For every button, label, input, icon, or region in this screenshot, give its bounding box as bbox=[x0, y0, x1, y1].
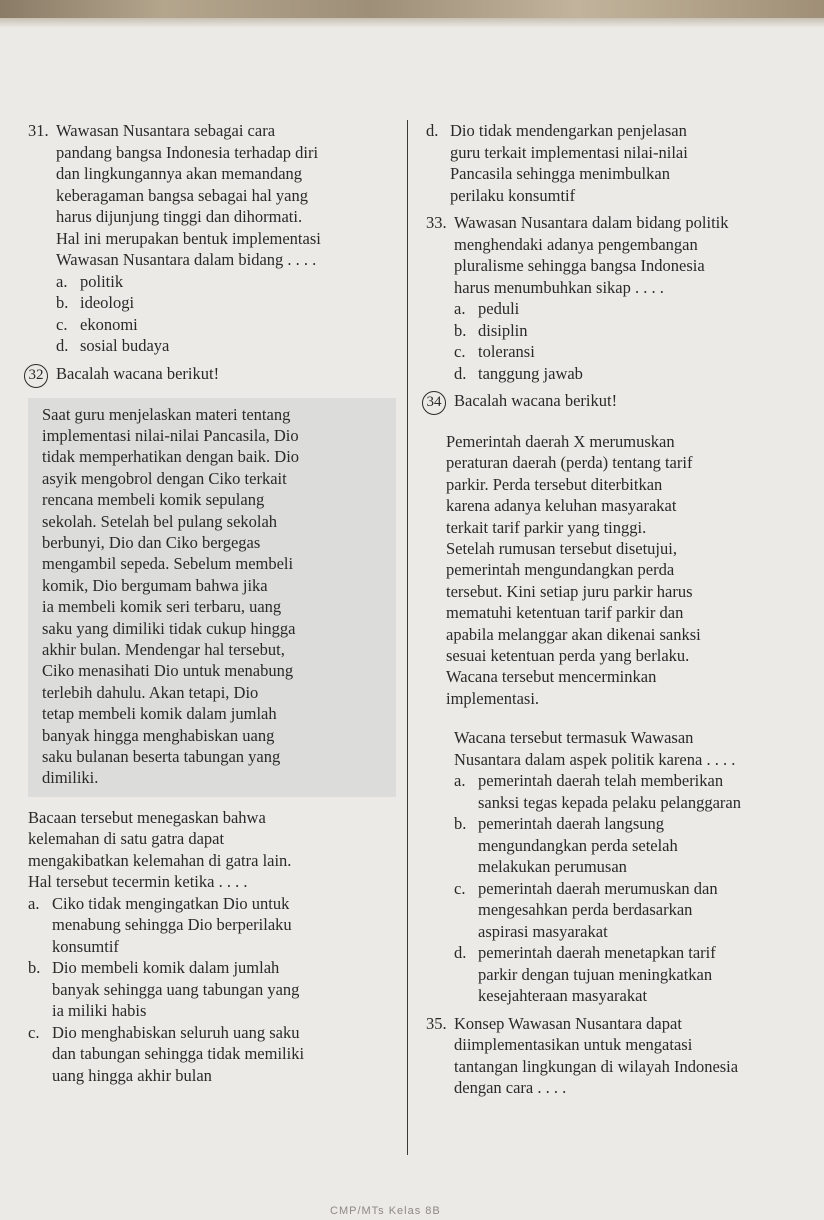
question-32 bbox=[28, 363, 396, 1087]
passage-line: implementasi. bbox=[446, 688, 540, 708]
page-footer: CMP/MTs Kelas 8B bbox=[330, 1205, 441, 1217]
option-c[interactable]: c. ekonomi bbox=[56, 314, 138, 334]
passage-line: saku yang dimiliki tidak cukup hingga bbox=[42, 618, 296, 638]
question-text-line: dengan cara . . . . bbox=[454, 1078, 567, 1098]
question-text-line: diimplementasikan untuk mengatasi bbox=[454, 1035, 693, 1055]
option-b[interactable]: b. Dio membeli komik dalam jumlah banyak sehingga uang tabungan yang ia miliki habis bbox=[28, 958, 300, 1021]
question-text-line: harus menumbuhkan sikap . . . . bbox=[454, 277, 664, 297]
passage-line: parkir. Perda tersebut diterbitkan bbox=[446, 474, 663, 494]
passage-line: Pemerintah daerah X merumuskan bbox=[446, 432, 675, 451]
passage-line: terkait tarif parkir yang tinggi. bbox=[446, 517, 647, 537]
option-b[interactable]: b. pemerintah daerah langsung mengundangkan perda setelah melakukan perumusan bbox=[454, 814, 678, 877]
passage-line: sekolah. Setelah bel pulang sekolah bbox=[42, 511, 278, 531]
passage-line: mematuhi ketentuan tarif parkir dan bbox=[446, 603, 684, 623]
passage-line: banyak hingga menghabiskan uang bbox=[42, 725, 275, 745]
question-text-line: Hal tersebut tecermin ketika . . . . bbox=[28, 872, 248, 892]
question-33 bbox=[426, 212, 798, 384]
question-text-line: keberagaman bangsa sebagai hal yang bbox=[56, 185, 308, 205]
option-d[interactable]: d. pemerintah daerah menetapkan tarif parkir dengan tujuan meningkatkan kesejahteraan masyarakat bbox=[454, 943, 716, 1006]
passage-line: Setelah rumusan tersebut disetujui, bbox=[446, 539, 677, 559]
question-text-line: Hal ini merupakan bentuk implementasi bbox=[56, 228, 321, 248]
option-d[interactable]: d. tanggung jawab bbox=[454, 363, 583, 383]
passage-line: Saat guru menjelaskan materi tentang bbox=[42, 404, 291, 424]
option-c[interactable]: c. pemerintah daerah merumuskan dan mengesahkan perda berdasarkan aspirasi masyarakat bbox=[454, 878, 718, 941]
circled-question-number: 32 bbox=[24, 364, 48, 388]
question-number: 33. bbox=[426, 213, 447, 232]
passage-line: terlebih dahulu. Akan tetapi, Dio bbox=[42, 682, 259, 702]
option-a[interactable]: a. pemerintah daerah telah memberikan sanksi tegas kepada pelaku pelanggaran bbox=[454, 771, 741, 812]
passage-line: komik, Dio bergumam bahwa jika bbox=[42, 575, 268, 595]
option-c[interactable]: c. toleransi bbox=[454, 342, 535, 361]
circled-question-number: 34 bbox=[422, 391, 446, 415]
passage-line: rencana membeli komik sepulang bbox=[42, 490, 265, 510]
reading-passage bbox=[28, 398, 396, 797]
question-text-line: dan lingkungannya akan memandang bbox=[56, 164, 303, 183]
question-text-line: Wawasan Nusantara sebagai cara bbox=[56, 121, 276, 140]
option-d[interactable]: d. Dio tidak mendengarkan penjelasan guru terkait implementasi nilai-nilai Pancasila sehingga menimbulkan perilaku konsumtif bbox=[426, 121, 688, 205]
option-d[interactable]: d. sosial budaya bbox=[56, 336, 170, 355]
question-34 bbox=[426, 390, 798, 1007]
option-c[interactable]: c. Dio menghabiskan seluruh uang saku dan tabungan sehingga tidak memiliki uang hingga akhir bulan bbox=[28, 1022, 305, 1085]
reading-passage bbox=[426, 425, 798, 717]
passage-line: tersebut. Kini setiap juru parkir harus bbox=[446, 581, 693, 601]
passage-line: sesuai ketentuan perda yang berlaku. bbox=[446, 646, 690, 666]
page-top-edge bbox=[0, 0, 824, 22]
instruction-text: Bacalah wacana berikut! bbox=[454, 391, 618, 410]
passage-line: implementasi nilai-nilai Pancasila, Dio bbox=[42, 425, 299, 445]
question-text-line: Wawasan Nusantara dalam bidang . . . . bbox=[56, 250, 317, 269]
passage-line: saku bulanan beserta tabungan yang bbox=[42, 747, 281, 766]
question-text-line: Konsep Wawasan Nusantara dapat bbox=[454, 1013, 682, 1033]
question-text-line: harus dijunjung tinggi dan dihormati. bbox=[56, 207, 303, 226]
question-35 bbox=[426, 1013, 798, 1099]
question-text-line: pandang bangsa Indonesia terhadap diri bbox=[56, 142, 319, 162]
question-text-line: tantangan lingkungan di wilayah Indonesia bbox=[454, 1056, 739, 1076]
passage-line: ia membeli komik seri terbaru, uang bbox=[42, 597, 282, 617]
question-text-line: mengakibatkan kelemahan di gatra lain. bbox=[28, 850, 292, 870]
question-text-line: Wacana tersebut termasuk Wawasan bbox=[454, 728, 694, 748]
option-b[interactable]: b. disiplin bbox=[454, 320, 528, 340]
question-text-line: kelemahan di satu gatra dapat bbox=[28, 829, 225, 849]
passage-line: karena adanya keluhan masyarakat bbox=[446, 496, 677, 516]
option-a[interactable]: a. peduli bbox=[454, 299, 520, 318]
option-a[interactable]: a. Ciko tidak mengingatkan Dio untuk menabung sehingga Dio berperilaku konsumtif bbox=[28, 893, 292, 956]
question-text-line: Wawasan Nusantara dalam bidang politik bbox=[454, 213, 729, 232]
question-31 bbox=[28, 120, 396, 357]
passage-line: asyik mengobrol dengan Ciko terkait bbox=[42, 468, 287, 488]
passage-line: pemerintah mengundangkan perda bbox=[446, 560, 675, 580]
passage-line: Wacana tersebut mencerminkan bbox=[446, 667, 657, 687]
right-column bbox=[426, 120, 798, 1099]
passage-line: apabila melanggar akan dikenai sanksi bbox=[446, 624, 701, 644]
instruction-text: Bacalah wacana berikut! bbox=[56, 363, 220, 383]
passage-line: Ciko menasihati Dio untuk menabung bbox=[42, 661, 294, 681]
passage-line: mengambil sepeda. Sebelum membeli bbox=[42, 554, 294, 574]
left-column bbox=[28, 120, 396, 1086]
column-divider bbox=[407, 120, 408, 1155]
question-text-line: Bacaan tersebut menegaskan bahwa bbox=[28, 807, 266, 827]
question-text-line: Nusantara dalam aspek politik karena . . . . bbox=[454, 749, 736, 769]
passage-line: berbunyi, Dio dan Ciko bergegas bbox=[42, 532, 261, 552]
question-text-line: menghendaki adanya pengembangan bbox=[454, 234, 698, 254]
worksheet-page bbox=[28, 120, 798, 1160]
passage-line: peraturan daerah (perda) tentang tarif bbox=[446, 453, 693, 473]
passage-line: tetap membeli komik dalam jumlah bbox=[42, 704, 277, 724]
question-text-line: pluralisme sehingga bangsa Indonesia bbox=[454, 256, 705, 275]
passage-line: akhir bulan. Mendengar hal tersebut, bbox=[42, 639, 285, 659]
option-b[interactable]: b. ideologi bbox=[56, 293, 135, 312]
passage-line: dimiliki. bbox=[42, 768, 99, 788]
question-number: 35. bbox=[426, 1013, 447, 1033]
question-number: 31. bbox=[28, 121, 49, 140]
option-a[interactable]: a. politik bbox=[56, 271, 124, 291]
passage-line: tidak memperhatikan dengan baik. Dio bbox=[42, 447, 300, 467]
